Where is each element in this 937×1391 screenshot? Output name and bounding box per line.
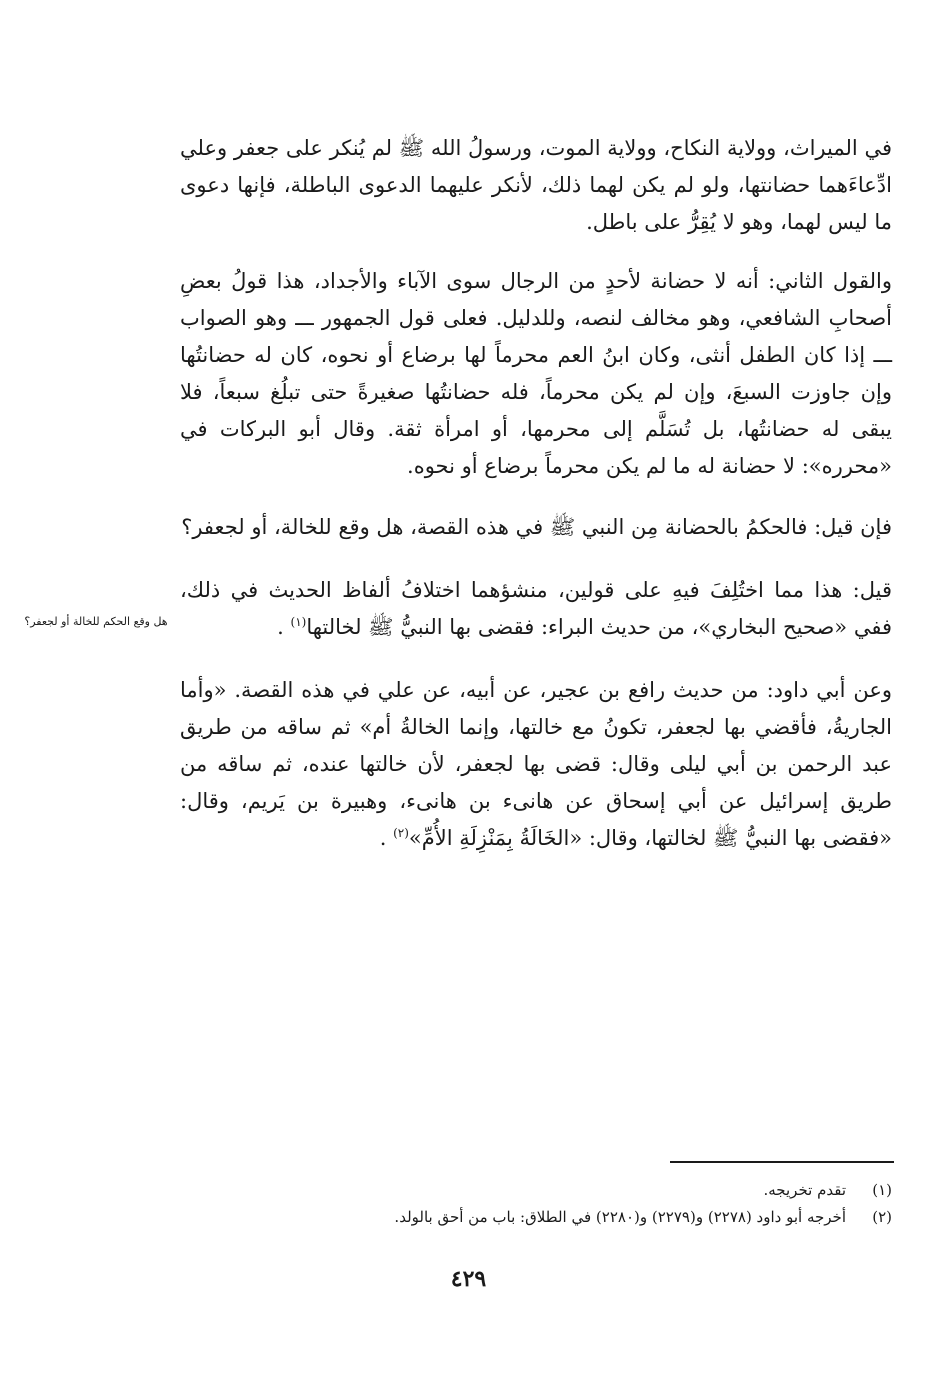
sentence-end: . <box>277 615 284 639</box>
footnote-ref-2: (٢) <box>393 826 409 840</box>
footnote-text: تقدم تخريجه. <box>763 1181 846 1199</box>
footnote-number: (١) <box>872 1181 892 1199</box>
footnote-divider <box>670 1161 894 1163</box>
footnotes <box>180 1177 892 1231</box>
paragraph-question: فإن قيل: فالحكمُ بالحضانة مِن النبي ﷺ في هذه القصة، هل وقع للخالة، أو لجعفر؟ <box>181 515 892 539</box>
footnote-number: (٢) <box>872 1208 892 1226</box>
main-text <box>180 120 892 857</box>
sentence-end: . <box>379 826 387 850</box>
paragraph-inheritance: في الميراث، وولاية النكاح، وولاية الموت، ورسولُ الله ﷺ لم يُنكر على جعفر وعلي ادِّعاءَهما حضانتها، ولو لم يكن لهما ذلك، لأنكر عليهما الدعوى الباطلة، فإنها دعوى ما ليس لهما، وهو لا يُقِرُّ على باطل. <box>180 136 892 234</box>
footnote-1 <box>180 1177 892 1204</box>
paragraph-second-opinion: والقول الثاني: أنه لا حضانة لأحدٍ من الرجال سوى الآباء والأجداد، هذا قولُ بعضِ أصحابِ الشافعي، وهو مخالف لنصه، وللدليل. فعلى قول الجمهور ـــ وهو الصواب ـــ إذا كان الطفل أنثى، وكان ابنُ العم محرماً لها برضاع أو نحوه، كان له حضانتُها وإن جاوزت السبعَ، وإن لم يكن محرماً، فله حضانتُها صغيرةً حتى تبلُغ سبعاً، فلا يبقى له حضانتُها، بل تُسَلَّم إلى محرمها، أو امرأة ثقة. وقال أبو البركات في «محرره»: لا حضانة له ما لم يكن محرماً برضاع أو نحوه. <box>180 269 892 478</box>
margin-note: هل وقع الحكم للخالة أو لجعفر؟ <box>24 615 168 628</box>
paragraph-answer <box>180 572 892 646</box>
page-number: ٤٢٩ <box>450 1266 487 1292</box>
paragraph-abu-dawud <box>180 672 892 857</box>
footnote-text: أخرجه أبو داود (٢٢٧٨) و(٢٢٧٩) و(٢٢٨٠) في الطلاق: باب من أحق بالولد. <box>394 1208 846 1226</box>
footnote-2 <box>180 1204 892 1231</box>
footnote-ref-1: (١) <box>290 615 307 629</box>
paragraph-answer-text: قيل: هذا مما اختُلِفَ فيهِ على قولين، منشؤهما اختلافُ ألفاظ الحديث في ذلك، ففي «صحيح البخاري»، من حديث البراء: فقضى بها النبيُّ ﷺ لخالتها <box>180 578 892 639</box>
paragraph-abu-dawud-text: وعن أبي داود: من حديث رافع بن عجير، عن أبيه، عن علي في هذه القصة. «وأما الجاريةُ، فأقضي بها لجعفر، تكونُ مع خالتها، وإنما الخالةُ أم» ثم ساقه من طريق عبد الرحمن بن أبي ليلى وقال: قضى بها لجعفر، لأن خالتها عنده، ثم ساقه من طريق إسرائيل عن أبي إسحاق عن هانىء بن هانىء، وهبيرة بن يَريم، وقال: «فقضى بها النبيُّ ﷺ لخالتها، وقال: «الخَالَةُ بِمَنْزِلَةِ الأُمِّ» <box>180 678 892 850</box>
